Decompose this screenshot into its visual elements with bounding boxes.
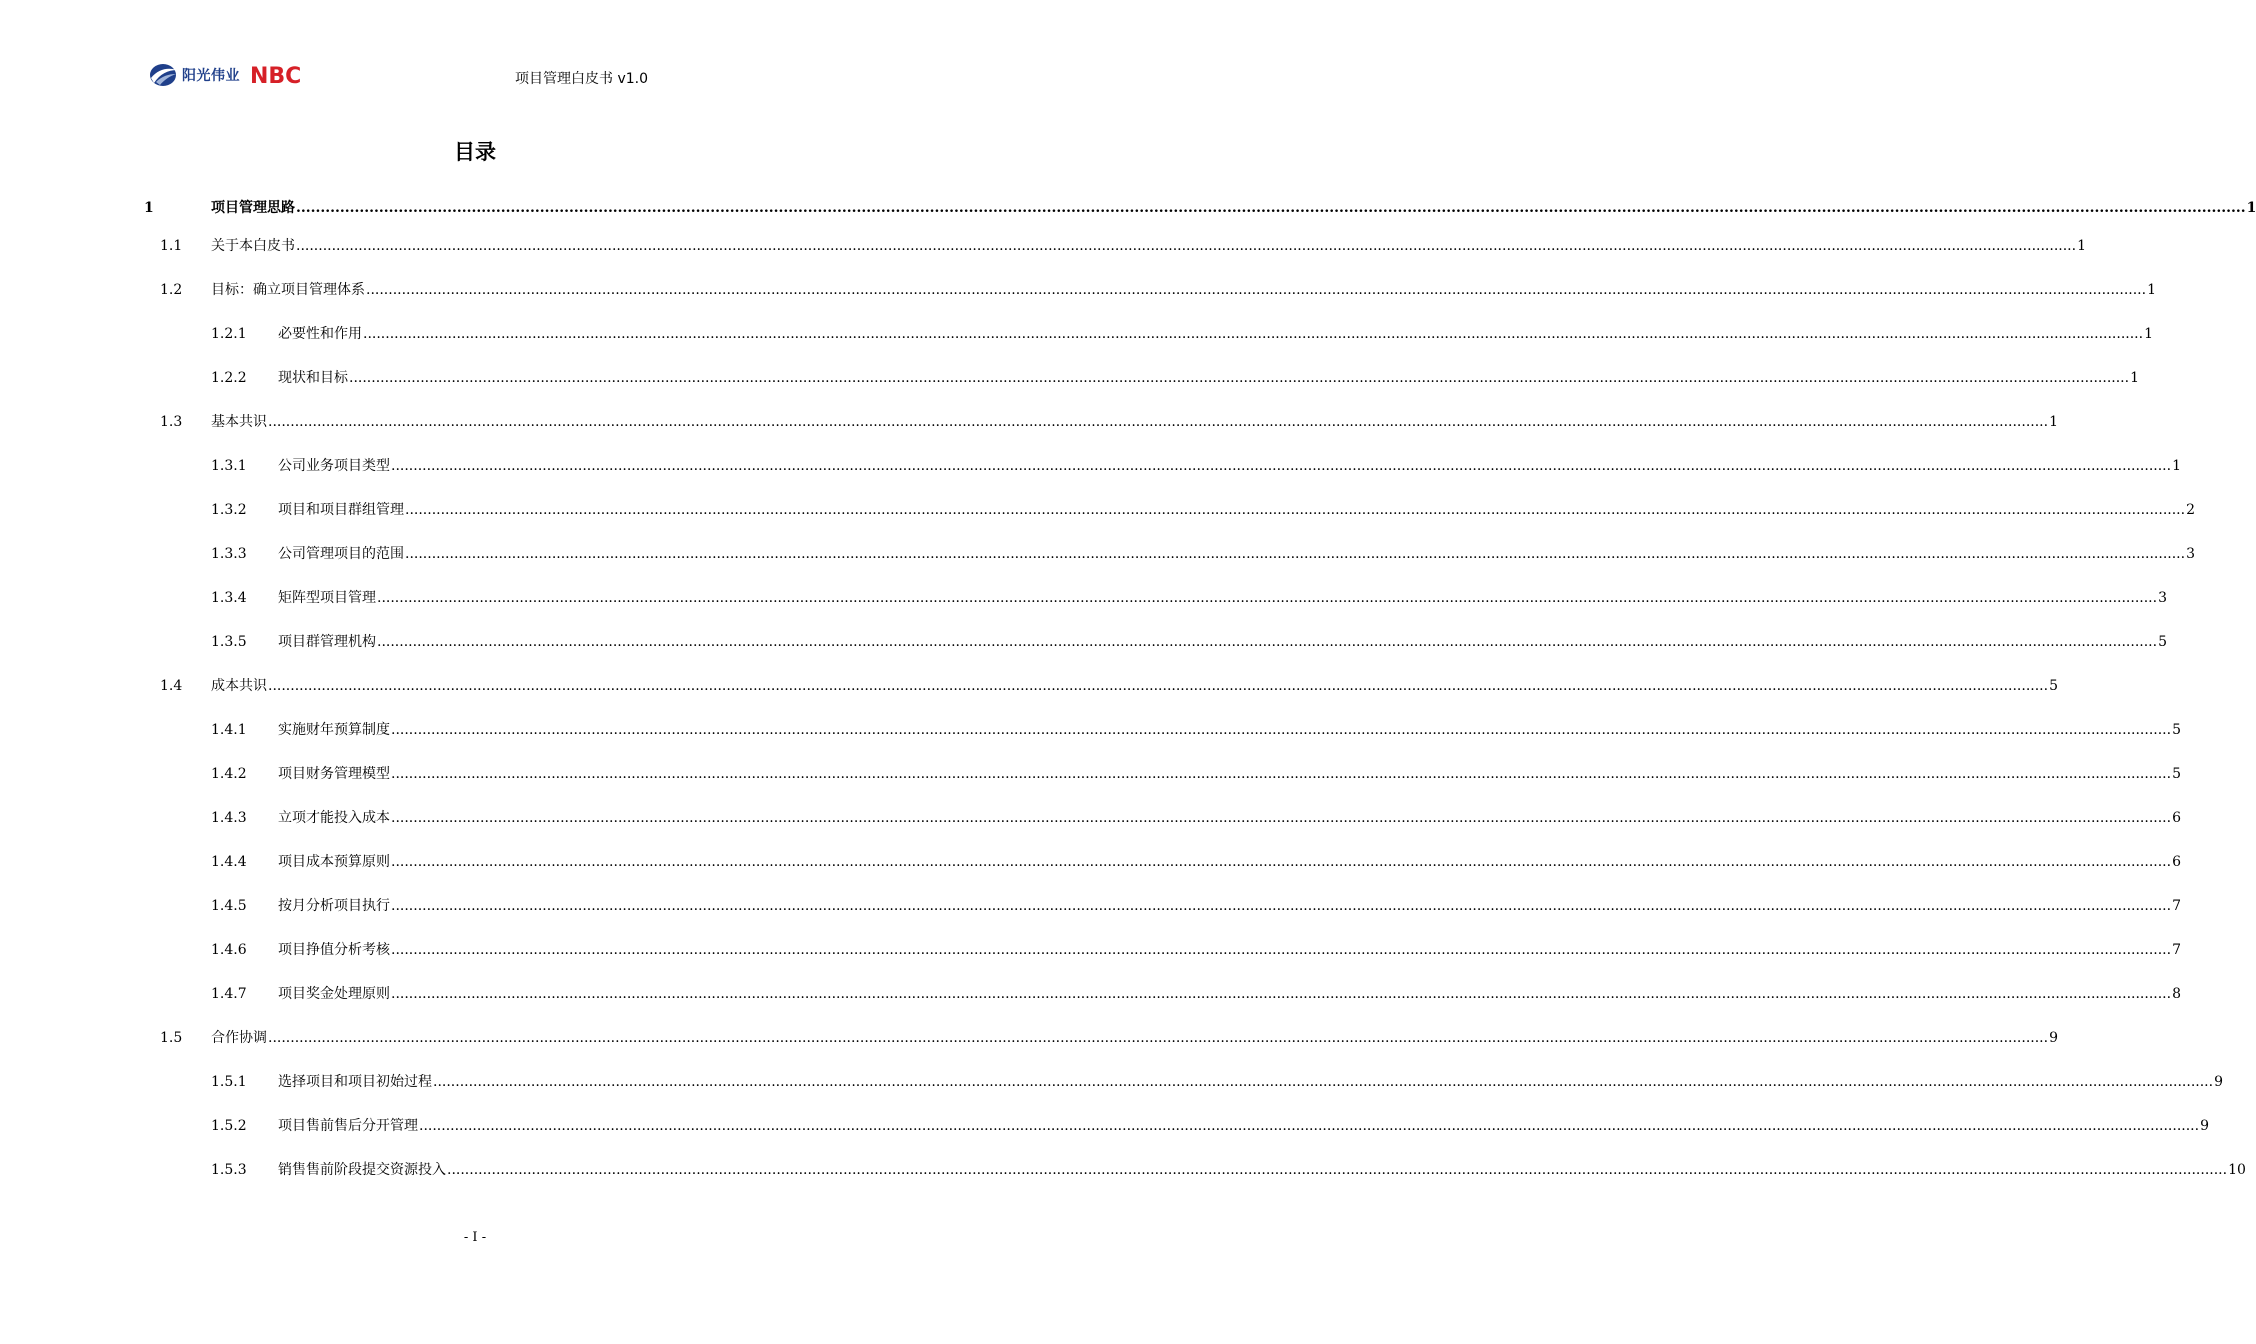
toc-entry-number: 1.2.1	[211, 326, 247, 342]
toc-entry-number: 1.5.1	[211, 1074, 247, 1090]
toc-entry-title[interactable]: 销售售前阶段提交资源投入	[278, 1162, 446, 1178]
toc-entry-line[interactable]	[278, 1071, 2223, 1093]
toc-entry[interactable]	[0, 719, 2181, 741]
toc-entry-number: 1.2.2	[211, 370, 247, 386]
toc-entry[interactable]	[0, 235, 2086, 257]
toc-entry-page: 5	[2049, 678, 2058, 694]
toc-entry-number: 1.5	[160, 1030, 183, 1046]
toc-entry-title[interactable]: 项目售前售后分开管理	[278, 1118, 418, 1134]
toc-entry[interactable]	[0, 411, 2058, 433]
toc-entry-number: 1.3.2	[211, 502, 247, 518]
toc-leader-dots: ................................................................................................................................................................................................................................................................................................................................................................................................................	[366, 282, 2147, 298]
toc-entry-line[interactable]	[278, 763, 2181, 785]
toc-entry-page: 1	[2172, 458, 2181, 474]
toc-entry-number: 1.4.1	[211, 722, 247, 738]
toc-heading: 目录	[454, 140, 496, 164]
toc-entry-line[interactable]	[278, 983, 2181, 1005]
toc-entry-line[interactable]	[211, 1027, 2058, 1049]
toc-entry-page: 8	[2172, 986, 2181, 1002]
toc-leader-dots: ................................................................................................................................................................................................................................................................................................................................................................................................................	[296, 238, 2077, 254]
toc-leader-dots: ................................................................................................................................................................................................................................................................................................................................................................................................................	[391, 810, 2172, 826]
toc-entry-number: 1.3.3	[211, 546, 247, 562]
logo-text-cn: 阳光伟业	[182, 68, 240, 84]
toc-entry-line[interactable]	[278, 367, 2139, 389]
toc-entry[interactable]	[0, 197, 2256, 219]
toc-entry-line[interactable]	[278, 895, 2181, 917]
toc-leader-dots: ................................................................................................................................................................................................................................................................................................................................................................................................................	[268, 414, 2049, 430]
toc-entry[interactable]	[0, 455, 2181, 477]
toc-entry-title[interactable]: 必要性和作用	[278, 326, 362, 342]
toc-entry[interactable]	[0, 499, 2195, 521]
toc-entry-number: 1.1	[160, 238, 183, 254]
toc-leader-dots: ................................................................................................................................................................................................................................................................................................................................................................................................................	[391, 986, 2172, 1002]
toc-entry[interactable]	[0, 983, 2181, 1005]
toc-entry-number: 1.4	[160, 678, 183, 694]
toc-entry-number: 1.3.5	[211, 634, 247, 650]
toc-entry-number: 1.3.1	[211, 458, 247, 474]
toc-entry-page: 5	[2172, 722, 2181, 738]
toc-leader-dots: ................................................................................................................................................................................................................................................................................................................................................................................................................	[391, 458, 2172, 474]
toc-entry-page: 5	[2172, 766, 2181, 782]
toc-leader-dots: ................................................................................................................................................................................................................................................................................................................................................................................................................	[377, 634, 2158, 650]
toc-entry[interactable]	[0, 323, 2153, 345]
toc-entry-line[interactable]	[211, 279, 2156, 301]
toc-entry-number: 1.4.5	[211, 898, 247, 914]
toc-entry-title[interactable]: 立项才能投入成本	[278, 810, 390, 826]
toc-leader-dots: ................................................................................................................................................................................................................................................................................................................................................................................................................	[268, 1030, 2049, 1046]
toc-entry-title[interactable]: 项目群管理机构	[278, 634, 376, 650]
toc-entry-page: 1	[2130, 370, 2139, 386]
toc-entry[interactable]	[0, 939, 2181, 961]
toc-entry[interactable]	[0, 1071, 2223, 1093]
toc-entry[interactable]	[0, 895, 2181, 917]
toc-leader-dots: ................................................................................................................................................................................................................................................................................................................................................................................................................	[296, 200, 2246, 216]
toc-entry[interactable]	[0, 587, 2167, 609]
toc-entry[interactable]	[0, 851, 2181, 873]
toc-entry-line[interactable]	[278, 587, 2167, 609]
toc-entry-title[interactable]: 项目奖金处理原则	[278, 986, 390, 1002]
toc-entry-title[interactable]: 关于本白皮书	[211, 238, 295, 254]
page-header	[0, 0, 950, 110]
toc-entry[interactable]	[0, 763, 2181, 785]
toc-entry-page: 10	[2228, 1162, 2246, 1178]
toc-entry-number: 1	[144, 200, 154, 216]
toc-entry-title[interactable]: 选择项目和项目初始过程	[278, 1074, 432, 1090]
toc-leader-dots: ................................................................................................................................................................................................................................................................................................................................................................................................................	[349, 370, 2130, 386]
toc-entry-page: 3	[2158, 590, 2167, 606]
toc-entry-page: 1	[2246, 200, 2256, 216]
toc-entry-title[interactable]: 按月分析项目执行	[278, 898, 390, 914]
toc-entry-page: 6	[2172, 810, 2181, 826]
logo-text-nbc: NBC	[250, 64, 302, 89]
toc-entry-line[interactable]	[278, 851, 2181, 873]
toc-entry-page: 3	[2186, 546, 2195, 562]
toc-entry-number: 1.2	[160, 282, 183, 298]
toc-entry-line[interactable]	[211, 675, 2058, 697]
toc-leader-dots: ................................................................................................................................................................................................................................................................................................................................................................................................................	[391, 854, 2172, 870]
toc-entry-title[interactable]: 成本共识	[211, 678, 267, 694]
toc-entry-page: 1	[2144, 326, 2153, 342]
toc-leader-dots: ................................................................................................................................................................................................................................................................................................................................................................................................................	[433, 1074, 2214, 1090]
toc-entry-title[interactable]: 公司业务项目类型	[278, 458, 390, 474]
toc-entry-number: 1.5.2	[211, 1118, 247, 1134]
toc-entry-page: 9	[2214, 1074, 2223, 1090]
toc-entry-title[interactable]: 项目挣值分析考核	[278, 942, 390, 958]
toc-entry[interactable]	[0, 279, 2156, 301]
toc-entry-title[interactable]: 项目财务管理模型	[278, 766, 390, 782]
toc-entry-number: 1.4.4	[211, 854, 247, 870]
toc-leader-dots: ................................................................................................................................................................................................................................................................................................................................................................................................................	[405, 502, 2186, 518]
company-logo	[148, 58, 320, 92]
toc-entry-page: 1	[2049, 414, 2058, 430]
toc-entry-page: 6	[2172, 854, 2181, 870]
toc-entry-line[interactable]	[278, 807, 2181, 829]
toc-entry[interactable]	[0, 367, 2139, 389]
toc-entry-page: 1	[2077, 238, 2086, 254]
toc-entry-line[interactable]	[278, 719, 2181, 741]
toc-leader-dots: ................................................................................................................................................................................................................................................................................................................................................................................................................	[391, 942, 2172, 958]
toc-entry-line[interactable]	[211, 197, 2256, 219]
toc-entry-page: 9	[2200, 1118, 2209, 1134]
toc-entry-line[interactable]	[278, 499, 2195, 521]
toc-leader-dots: ................................................................................................................................................................................................................................................................................................................................................................................................................	[405, 546, 2186, 562]
toc-entry-title[interactable]: 矩阵型项目管理	[278, 590, 376, 606]
toc-entry-page: 7	[2172, 942, 2181, 958]
toc-entry-title[interactable]: 项目成本预算原则	[278, 854, 390, 870]
toc-entry-title[interactable]: 合作协调	[211, 1030, 267, 1046]
toc-entry[interactable]	[0, 631, 2167, 653]
toc-entry-line[interactable]	[278, 1115, 2209, 1137]
toc-entry-number: 1.4.7	[211, 986, 247, 1002]
toc-entry-line[interactable]	[278, 455, 2181, 477]
toc-entry-title[interactable]: 项目管理思路	[211, 200, 295, 216]
toc-leader-dots: ................................................................................................................................................................................................................................................................................................................................................................................................................	[377, 590, 2158, 606]
toc-entry-number: 1.4.6	[211, 942, 247, 958]
toc-entry-title[interactable]: 基本共识	[211, 414, 267, 430]
document-title: 项目管理白皮书 v1.0	[515, 71, 648, 87]
toc-leader-dots: ................................................................................................................................................................................................................................................................................................................................................................................................................	[391, 766, 2172, 782]
toc-entry-number: 1.3	[160, 414, 183, 430]
toc-leader-dots: ................................................................................................................................................................................................................................................................................................................................................................................................................	[391, 722, 2172, 738]
toc-entry-line[interactable]	[278, 939, 2181, 961]
toc-entry-line[interactable]	[278, 323, 2153, 345]
toc-entry[interactable]	[0, 1115, 2209, 1137]
toc-entry-number: 1.3.4	[211, 590, 247, 606]
toc-leader-dots: ................................................................................................................................................................................................................................................................................................................................................................................................................	[363, 326, 2144, 342]
toc-entry-page: 5	[2158, 634, 2167, 650]
toc-entry-title[interactable]: 实施财年预算制度	[278, 722, 390, 738]
toc-entry-line[interactable]	[278, 543, 2195, 565]
header-divider	[143, 96, 807, 97]
toc-entry-line[interactable]	[278, 631, 2167, 653]
toc-entry[interactable]	[0, 543, 2195, 565]
toc-entry-title[interactable]: 目标：确立项目管理体系	[211, 282, 365, 298]
toc-entry-page: 2	[2186, 502, 2195, 518]
toc-leader-dots: ................................................................................................................................................................................................................................................................................................................................................................................................................	[391, 898, 2172, 914]
toc-entry-title[interactable]: 公司管理项目的范围	[278, 546, 404, 562]
toc-entry-number: 1.4.3	[211, 810, 247, 826]
page-number: - I -	[463, 1230, 487, 1245]
toc-entry-line[interactable]	[211, 411, 2058, 433]
toc-leader-dots: ................................................................................................................................................................................................................................................................................................................................................................................................................	[447, 1162, 2228, 1178]
sunshine-logo-icon	[148, 61, 178, 89]
toc-entry[interactable]	[0, 1159, 2246, 1181]
toc-entry-title[interactable]: 项目和项目群组管理	[278, 502, 404, 518]
toc-entry-page: 1	[2147, 282, 2156, 298]
toc-entry-line[interactable]	[211, 235, 2086, 257]
toc-leader-dots: ................................................................................................................................................................................................................................................................................................................................................................................................................	[419, 1118, 2200, 1134]
toc-entry-page: 9	[2049, 1030, 2058, 1046]
toc-entry-title[interactable]: 现状和目标	[278, 370, 348, 386]
toc-entry-number: 1.4.2	[211, 766, 247, 782]
toc-entry-line[interactable]	[278, 1159, 2246, 1181]
nbc-logo-icon	[250, 64, 320, 89]
toc-leader-dots: ................................................................................................................................................................................................................................................................................................................................................................................................................	[268, 678, 2049, 694]
toc-entry-number: 1.5.3	[211, 1162, 247, 1178]
toc-entry[interactable]	[0, 1027, 2058, 1049]
toc-entry-page: 7	[2172, 898, 2181, 914]
toc-entry[interactable]	[0, 807, 2181, 829]
toc-entry[interactable]	[0, 675, 2058, 697]
